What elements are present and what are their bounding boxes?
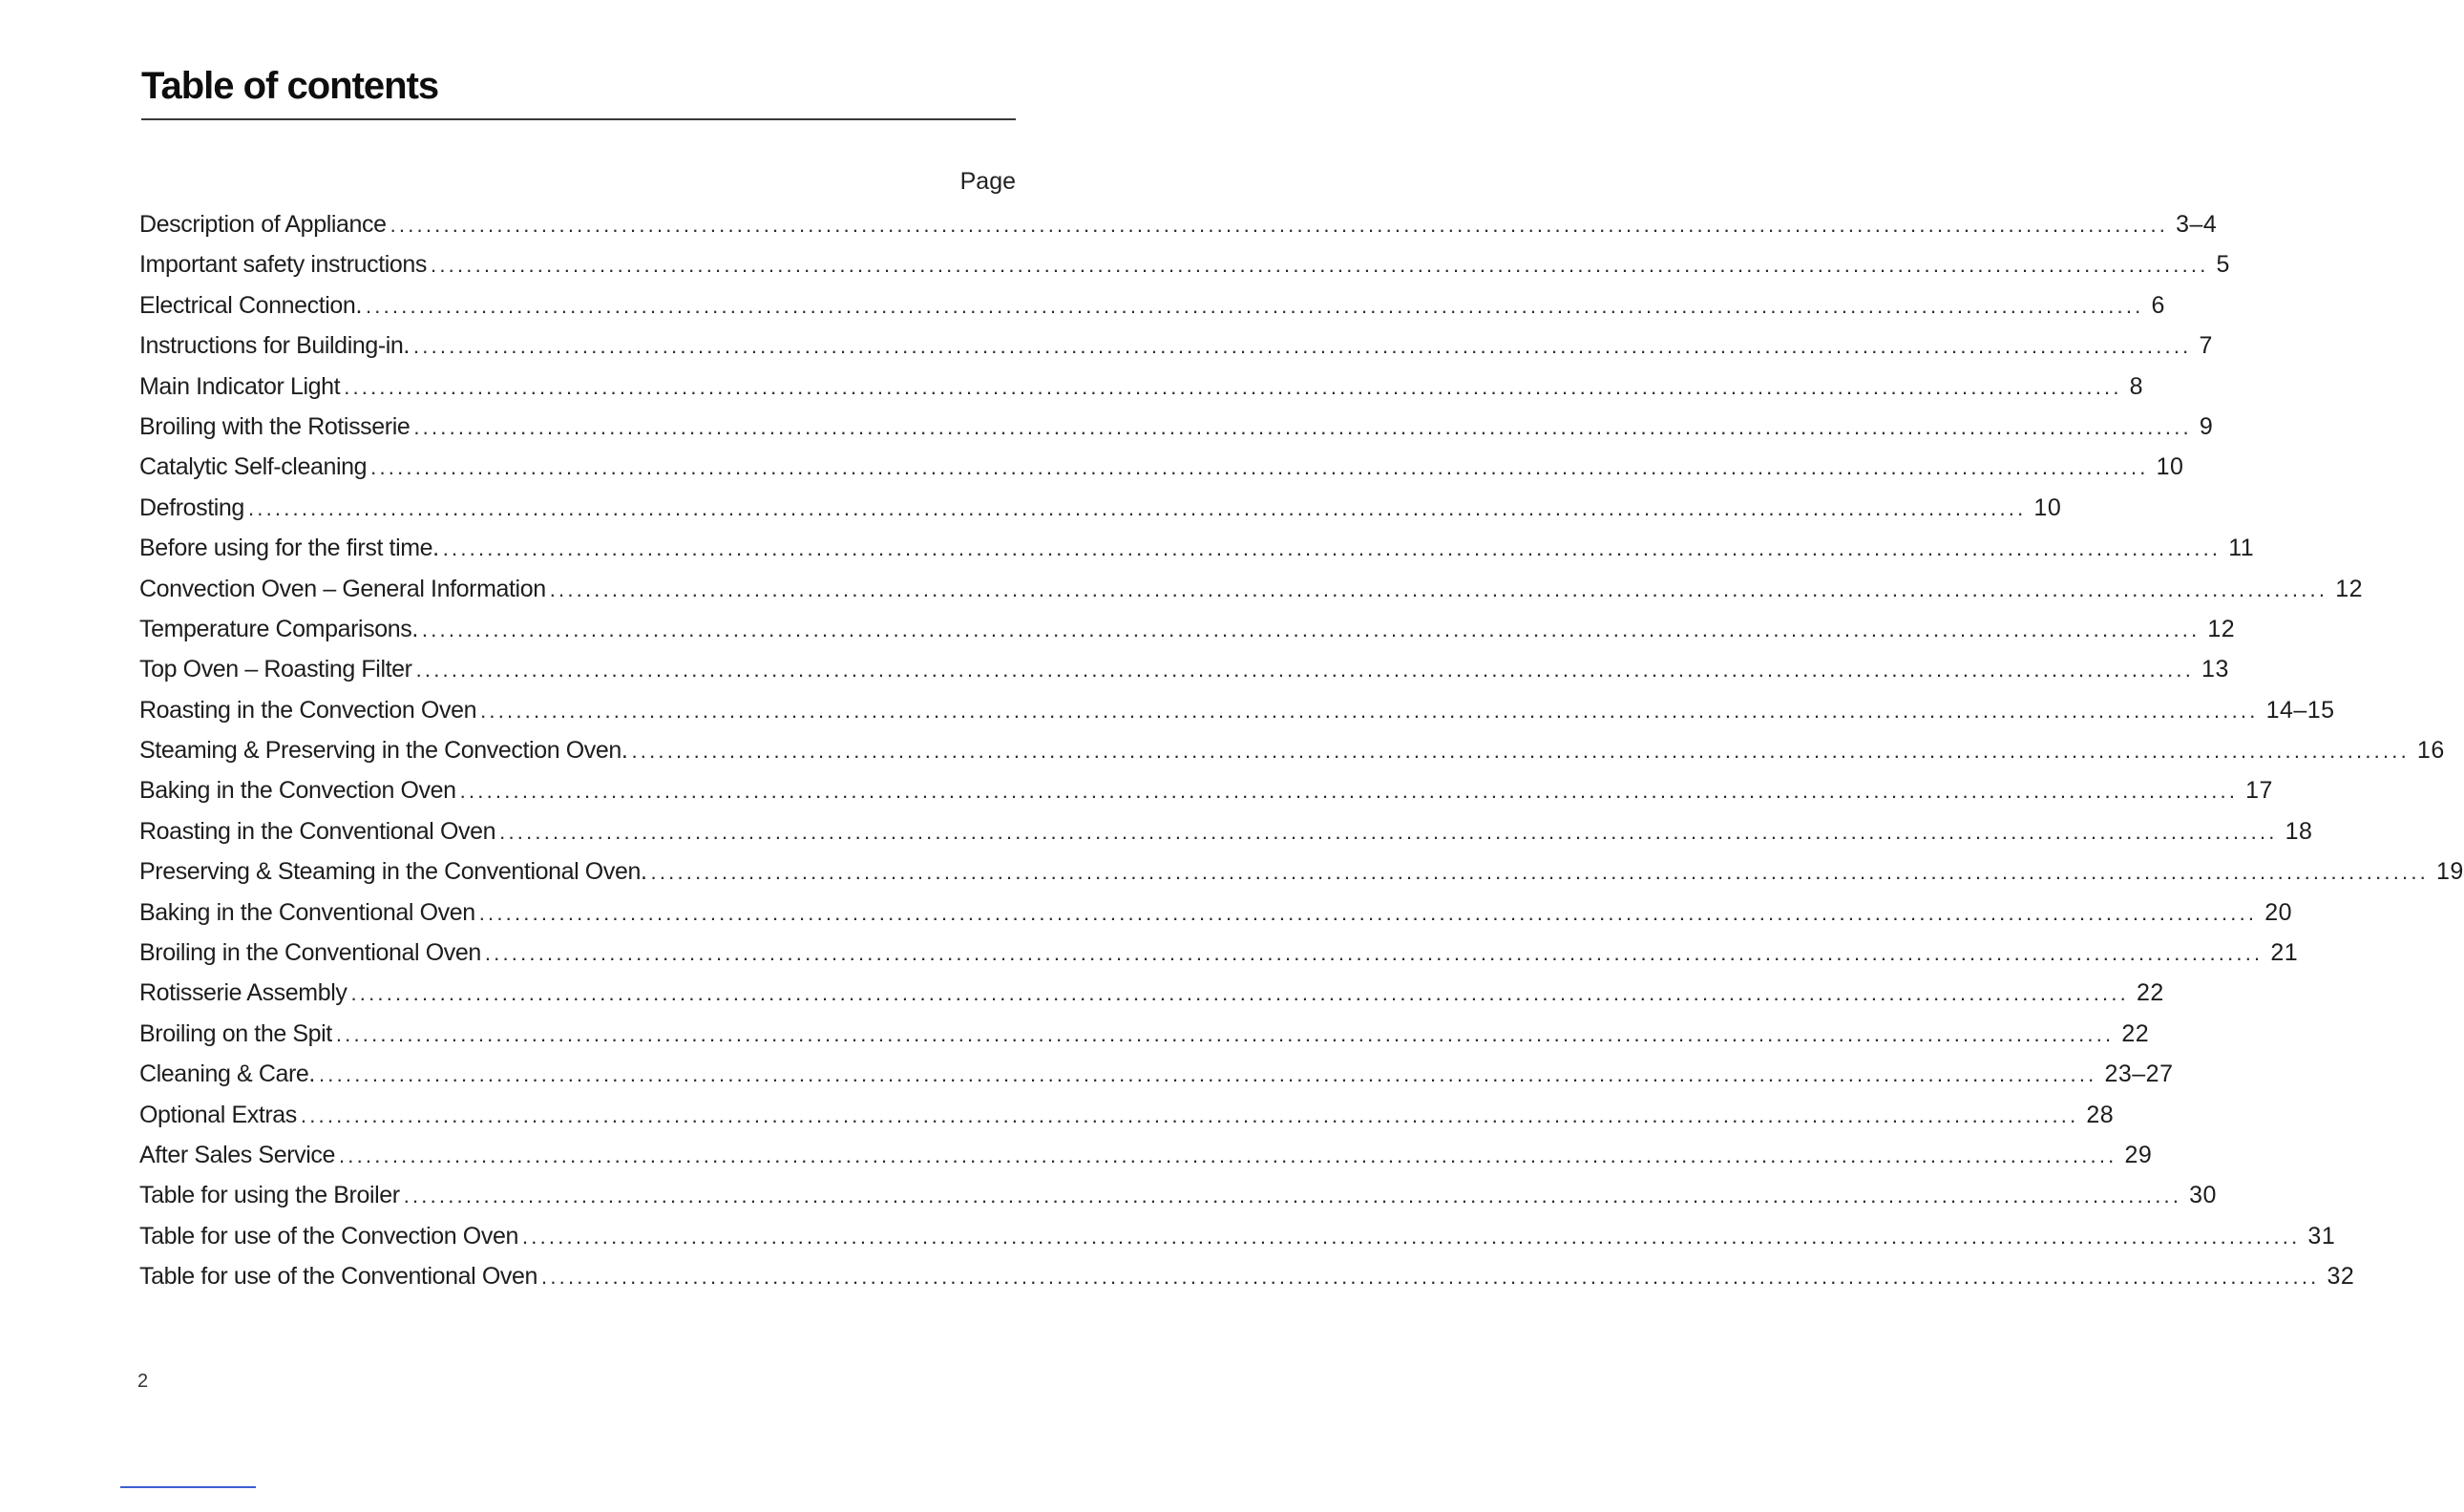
toc-entry [139,285,2165,326]
toc-entry-page: 21 [2270,939,2299,967]
toc-entry-title: Cleaning & Care. [139,1060,315,1088]
page-title: Table of contents [141,65,439,107]
toc-entry-title: Instructions for Building-in. [139,332,410,360]
toc-entry-title: Electrical Connection. [139,291,362,319]
toc-entry-title: Table for use of the Conventional Oven [139,1263,538,1291]
toc-entry [139,1135,2153,1175]
toc-entry-title: After Sales Service [139,1141,335,1168]
toc-entry-page: 9 [2199,412,2214,440]
toc-dot-leader: ........................................................................................................................................................................................................ [549,577,2328,601]
toc-entry [139,367,2144,407]
toc-entry-title: Convection Oven – General Information [139,575,546,602]
toc-entry-page: 30 [2189,1182,2217,1209]
toc-entry [139,1014,2150,1054]
toc-entry-page: 19 [2435,858,2464,886]
toc-dot-leader: ........................................................................................................................................................................................................ [541,1265,2320,1290]
toc-entry-title: Top Oven – Roasting Filter [139,656,412,683]
toc-entry-page: 13 [2201,656,2229,683]
toc-dot-leader: ........................................................................................................................................................................................................ [344,374,2122,399]
toc-entry [139,447,2184,487]
toc-entry [139,811,2313,851]
toc-dot-leader: ........................................................................................................................................................................................................ [478,900,2258,925]
toc-entry [139,1216,2336,1256]
toc-entry-title: Preserving & Steaming in the Conventional Oven. [139,858,647,886]
toc-entry-title: Table for using the Broiler [139,1182,400,1209]
toc-entry [139,973,2164,1013]
toc-entry-page: 7 [2199,332,2213,360]
page-number: 2 [137,1371,149,1392]
toc-entry-page: 22 [2121,1019,2150,1047]
toc-dot-leader: ........................................................................................................................................................................................................ [350,981,2129,1006]
toc-dot-leader: ........................................................................................................................................................................................................ [335,1021,2115,1046]
toc-entry [139,690,2335,730]
toc-entry [139,1175,2217,1215]
toc-entry [139,326,2213,366]
toc-entry-title: Table for use of the Convection Oven [139,1222,518,1250]
title-divider [141,118,1016,120]
toc-entry-title: Steaming & Preserving in the Convection Oven. [139,737,628,765]
toc-dot-leader: ........................................................................................................................................................................................................ [650,860,2429,885]
bottom-accent-line [120,1486,256,1488]
toc-entry-title: Description of Appliance [139,211,387,238]
toc-entry-page: 31 [2307,1222,2336,1250]
toc-dot-leader: ........................................................................................................................................................................................................ [390,213,2169,237]
toc-dot-leader: ........................................................................................................................................................................................................ [318,1062,2097,1087]
toc-entry [139,488,2062,528]
toc-entry-title: Broiling on the Spit [139,1019,332,1047]
toc-entry-title: Broiling in the Conventional Oven [139,939,481,967]
toc-entry-title: Catalytic Self-cleaning [139,453,368,481]
toc-entry-title: Optional Extras [139,1101,297,1128]
toc-entry-page: 17 [2245,777,2273,805]
toc-entry [139,1054,2174,1094]
toc-entry-page: 11 [2228,535,2255,562]
toc-entry [139,770,2273,810]
toc-dot-leader: ........................................................................................................................................................................................................ [247,495,2027,520]
toc-dot-leader: ........................................................................................................................................................................................................ [413,414,2192,439]
toc-entry [139,649,2229,689]
toc-entry [139,892,2293,933]
toc-entry [139,730,2445,770]
toc-entry [139,244,2230,284]
toc-entry-page: 6 [2151,291,2165,319]
toc-dot-leader: ........................................................................................................................................................................................................ [521,1224,2301,1249]
toc-entry-page: 20 [2264,898,2293,926]
toc-entry-title: Broiling with the Rotisserie [139,412,411,440]
toc-entry [139,569,2363,609]
toc-entry [139,407,2214,447]
toc-dot-leader: ........................................................................................................................................................................................................ [480,698,2259,723]
toc-entry-title: Before using for the first time. [139,535,439,562]
toc-entry [139,528,2255,568]
toc-entry-page: 23–27 [2104,1060,2174,1088]
toc-dot-leader: ........................................................................................................................................................................................................ [484,941,2264,966]
toc-dot-leader: ........................................................................................................................................................................................................ [412,334,2192,359]
toc-entry-page: 22 [2136,979,2164,1007]
toc-entry-page: 14–15 [2265,696,2335,724]
toc-entry-page: 10 [2033,494,2062,521]
toc-entry-title: Defrosting [139,494,244,521]
table-of-contents [139,204,2464,1297]
toc-entry [139,204,2218,244]
toc-entry-page: 12 [2335,575,2363,602]
toc-entry-page: 5 [2216,251,2230,279]
toc-dot-leader: ........................................................................................................................................................................................................ [431,253,2209,278]
toc-entry-title: Roasting in the Conventional Oven [139,817,496,845]
toc-dot-leader: ........................................................................................................................................................................................................ [631,739,2410,764]
toc-dot-leader: ........................................................................................................................................................................................................ [499,819,2278,844]
toc-entry-page: 16 [2416,737,2445,765]
toc-dot-leader: ........................................................................................................................................................................................................ [403,1184,2182,1208]
toc-dot-leader: ........................................................................................................................................................................................................ [459,779,2239,804]
toc-entry-page: 8 [2129,372,2144,400]
toc-dot-leader: ........................................................................................................................................................................................................ [300,1102,2079,1127]
toc-entry [139,1095,2115,1135]
toc-dot-leader: ........................................................................................................................................................................................................ [421,617,2201,641]
toc-dot-leader: ........................................................................................................................................................................................................ [370,455,2149,480]
toc-entry-page: 18 [2285,817,2313,845]
toc-entry-title: Rotisserie Assembly [139,979,347,1007]
toc-dot-leader: ........................................................................................................................................................................................................ [339,1143,2117,1167]
toc-entry [139,933,2299,973]
toc-entry-page: 29 [2124,1141,2153,1168]
toc-entry-title: Important safety instructions [139,251,428,279]
page-column-header: Page [959,168,1016,195]
toc-dot-leader: ........................................................................................................................................................................................................ [442,536,2222,561]
toc-dot-leader: ........................................................................................................................................................................................................ [366,293,2144,318]
toc-entry [139,851,2464,892]
toc-entry-page: 10 [2156,453,2184,481]
toc-entry-title: Baking in the Convection Oven [139,777,456,805]
toc-entry-title: Baking in the Conventional Oven [139,898,475,926]
toc-entry-page: 28 [2086,1101,2115,1128]
toc-entry-title: Temperature Comparisons. [139,615,418,642]
toc-dot-leader: ........................................................................................................................................................................................................ [415,658,2195,682]
toc-entry-page: 3–4 [2176,211,2218,238]
toc-entry-title: Roasting in the Convection Oven [139,696,477,724]
toc-entry-title: Main Indicator Light [139,372,341,400]
toc-entry-page: 12 [2207,615,2236,642]
toc-entry [139,1256,2355,1296]
toc-entry [139,609,2236,649]
toc-entry-page: 32 [2327,1263,2355,1291]
